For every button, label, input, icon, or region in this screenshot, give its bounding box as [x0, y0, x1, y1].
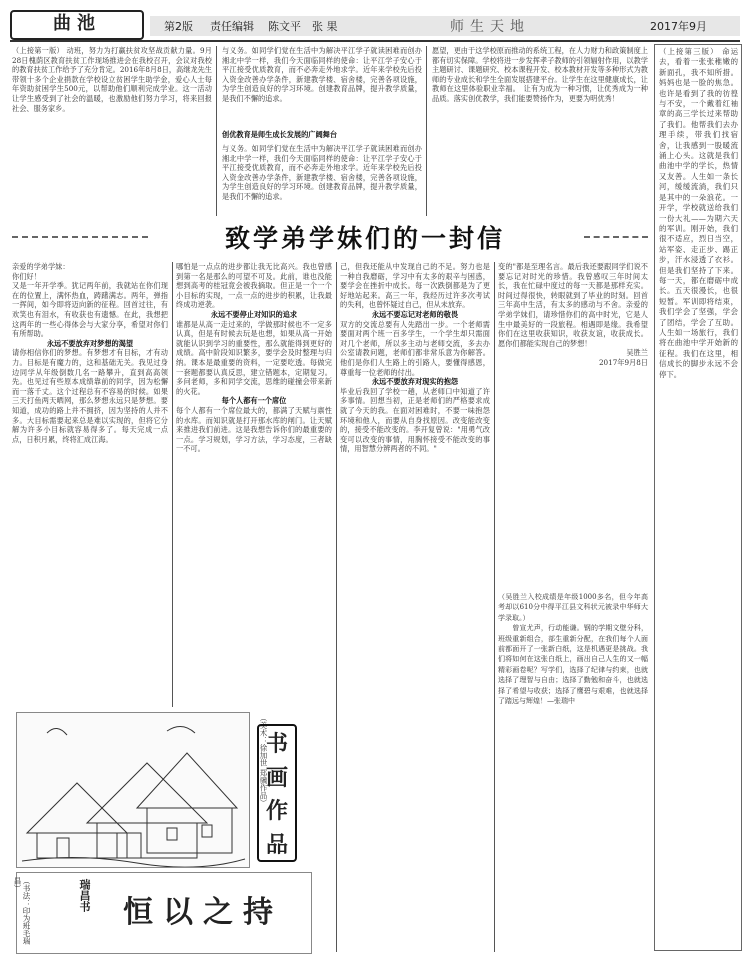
issue-date: 2017年9月: [650, 20, 707, 33]
letter-col3b-text: 双方的交流总要有人先踏出一步。一个老师需要面对两个班一百多学生，一个学生却只需面对几个老师，所以多主动与老师交流，多去办公室请教问题，老师们都非常乐意为你解答。他们是你们人生路上的引路人，要懂得感恩，尊重每一位老师的付出。: [340, 319, 490, 377]
top-article-col3: 愿望，更由于这学校原而推动的系统工程，在人力财力和政策制度上都有切实保障。学校将进一步发挥孝子教师的引领辐射作用，以教学主题研讨、课题研究、校本课程开发、校本教材开发等多种形式为教师的专业成长和学生全面发展搭建平台。让学生在这里健康成长，让教师在这里体验职业幸福。 让有为成为一种习惯，让优秀成为一种品质。落实创优教学，我们能要赞扬作为，更要为明优秀！: [432, 46, 648, 103]
column-divider: [336, 262, 337, 952]
letter-col4: [498, 262, 648, 580]
letter-col2c-text: 每个人都有一个席位最大的，都满了天赋与禀性的水库。而知识就是打开那水库的闸门。让天赋来推进我们前进。这是我想告诉你们的最重要的一点。学习规划，学习方法，学习态度，三者缺一不可。: [176, 405, 332, 454]
letter-greeting: 亲爱的学弟学妹： 你们好！: [12, 262, 70, 281]
header-bar: [150, 16, 740, 36]
letter-col2b-text: 谁都是从高一走过来的，学做那时候也不一定多认真，但是有时候去玩是也想，如果从高一开始就能认识到学习的重要性，那么就能得到更好的成绩。高中阶段知识繁多，要学会及时整理与归纳。课本是最重要的资料，一定要吃透。每做完一套题都要认真反思，建立错题本，定期复习。多问老师，多和同学交流，思维的碰撞会带来新的火花。: [176, 319, 332, 396]
calligraphy-text: 恒以之持: [123, 895, 283, 930]
badge-char: 书: [265, 732, 288, 758]
column-divider: [426, 46, 427, 216]
art-caption: （美术：徐加世 郑骥作品）: [259, 714, 268, 807]
top-article-col1: （上接第一版） 动班，努力为打赢扶贫攻坚战贡献力量。9月28日槐荫区教育扶贫工作现场推进会在我校召开，会议对我校的教育扶贫工作给予了充分肯定。2016年8月8日，高继龙先生带领十多个企业捐款在学校设立贫困学生助学金，爱心人士每年资助贫困学生500元，以帮助他们顺利完成学业。这一活动让学生感受到了社会的温暖，也激励他们努力学习，将来回报社会、服务家乡。: [12, 46, 212, 113]
badge-char: 画: [265, 765, 288, 791]
calligraphy-caption: （书法：印为班毛瑞昌）: [13, 877, 31, 945]
editor-note: （吴胜兰入校成绩是年级1000多名，但今年高考却以610分中得平江县文科状元被录中华师大学录取。） 曾宣尤声，行动能谦。钢的学期文壁分科，班级重新组合，部生重新分配，在我们每个人面前都面开了一张新白纸，这是机遇更是挑战。我们将如何在这张白纸上，画出自己人生的又一幅精彩画卷呢？写学们，选择了纪律与约束，也就选择了理智与自由；选择了勤勉和奋斗，也就选择了希望与收获；选择了鹰碧与艰难，也就选择了踏远与辉煌！—张瑞中: [498, 593, 648, 706]
page-header: [10, 12, 740, 42]
sketch-drawing: [17, 713, 249, 867]
letter-col1: [12, 262, 168, 707]
top-article-col2: 与义务。如同学们觉在生活中为解决平江学子就读困难而创办湘北中学一样，我们今天面临同样的使命：让平江学子安心于平江接受优质教育，而不必奔走外地求学。近年来学校先后投入资金改善办学条件，新建教学楼、宿舍楼，完善各项设施，为学生创造良好的学习环境。创建教育品牌，提升教学质量，是我们不懈的追求。: [222, 46, 422, 103]
letter-date: 2017年9月8日: [598, 357, 648, 367]
calligraphy-painting-badge: [257, 724, 297, 862]
letter-col2-text: 哪怕是一点点的进步都让我无比高兴。我也曾感到第一名是那么的可望不可及。此前，谁也没能想到高考的桂冠竟会被我摘取。但正是一个一个小目标的实现，一点一点的进步的积累，让我最终成功逆袭。: [176, 262, 332, 310]
letter-col3: [340, 262, 490, 952]
masthead: 曲池: [10, 10, 144, 40]
top-article-heading: 创优教育是师生成长发展的广阔舞台: [222, 130, 338, 139]
badge-char: 品: [265, 832, 288, 858]
subheading-knowledge: 永远不要停止对知识的追求: [210, 309, 298, 319]
editors: 陈文平 张 果: [268, 20, 338, 33]
top-article-col2-cont: 与义务。如同学们觉在生活中为解决平江学子就读困难而创办湘北中学一样，我们今天面临同样的使命：让平江学子安心于平江接受优质教育，而不必奔走外地求学。近年来学校先后投入资金改善办学条件，新建教学楼、宿舍楼，完善各项设施，为学生创造良好的学习环境。创建教育品牌，提升教学质量，是我们不懈的追求。: [222, 144, 422, 201]
letter-col1b-text: 请你相信你们的梦想。有梦想才有目标，才有动力。目标是有魔力的，这和基础无关。我见过身边同学从年级倒数几名一路攀升，直到高高领先。也见过有些原本成绩靠前的同学，因为松懈而一落千丈。这个过程总有不容易的时候。如果三天打鱼两天晒网，那么梦想永远只是梦想。要知道，成功的路上并不拥挤，因为坚持的人并不多。大目标需要起来总是难以实现的，但将它分解为许多小目标就容易得多了。每天完成一点点，日积月累，终将汇成江海。: [12, 348, 168, 444]
sidebar-text: （上接第三版） 命运去，看着一张张稚嫩的新面孔，我不知所措。妈妈也是一脸的焦急。也许是看到了我的彷徨与不安，一个戴着红袖章的高三学长过来帮助了我们。他帮我们去办理手续，带我们找宿舍，让我感到一股暖流涌上心头。这就是我们曲池中学的学长，热情又友善。人生如一条长河，缓缓流淌，我们只是其中的一朵浪花。一开学，学校就送给我们一份大礼——为期六天的军训。刚开始，我们很不适应，烈日当空，站军姿、走正步、踢正步，汗水浸透了衣衫。但是我们坚持了下来。每一天，都在磨砺中成长。五天很漫长，也很短暂。军训即将结束，我们学会了坚强，学会了团结，学会了互助。人生如一场旅行，我们将在曲池中学开始新的征程。我们在这里，相信成长的脚步永远不会停下。: [659, 47, 738, 379]
letter-col3c-text: 毕业后我回了学校一趟，从老师口中知道了许多事情。回想当初，正是老师们的严格要求成就了今天的我。在面对困难时，不要一味抱怨环境和他人，而要从自身找原因。改变能改变的，接受不能改变的。李开复曾说："用勇气改变可以改变的事情，用胸怀接受不能改变的事情，用智慧分辨两者的不同。": [340, 386, 490, 454]
letter-col2: [176, 262, 332, 707]
column-divider: [494, 262, 495, 952]
calligraphy-artwork: [13, 872, 312, 954]
editor-label: 责任编辑: [210, 20, 254, 33]
badge-char: 作: [265, 799, 288, 825]
subheading-dream: 永远不要放弃对梦想的渴望: [46, 338, 134, 348]
letter-col1-text: 又是一年开学季。犹记两年前，我就站在你们现在的位置上，满怀热血，踌躇满志。两年，弹指一挥间，如今即将迈向新的征程。回首过往，有欢笑也有泪水，有收获也有遗憾。在此，我想把这两年的一些心得体会与大家分享，希望对你们有所帮助。: [12, 281, 168, 339]
subheading-teacher: 永远不要忘记对老师的敬畏: [371, 309, 459, 319]
column-divider: [172, 262, 173, 707]
column-divider: [216, 46, 217, 216]
subheading-complaint: 永远不要放弃对现实的抱怨: [371, 377, 459, 387]
subheading-seat: 每个人都有一个席位: [221, 396, 287, 406]
sidebar-continuation: [654, 44, 742, 951]
section-name: 师生天地: [450, 19, 530, 35]
page-number: 第2版: [164, 20, 193, 33]
title-dash-left: [12, 236, 148, 238]
sketch-artwork: [16, 712, 250, 868]
letter-signature: 吴胜兰: [626, 348, 648, 358]
calligraphy-author: 瑞昌书: [78, 879, 91, 912]
article-title: 致学弟学妹们的一封信: [224, 224, 505, 253]
letter-col4-text: 变的"都是至理名言。最后我还要跟同学们说不要忘记对时光的珍惜。我曾感叹三年时间太长，我在忙碌中度过的每一天都是那样充实。时间过得很快，转眼就到了毕业的时刻。回首三年高中生活，有太多的感动与不舍。亲爱的学弟学妹们，请珍惜你们的高中时光，它是人生中最美好的一段旅程。相遇即是缘。我希望你们在这里收获知识，收获友谊，收获成长。愿你们都能实现自己的梦想！: [498, 262, 648, 348]
letter-col3-text: 己，但我还能从中发现自己的不足。努力也是一种自我磨砺，学习中有太多的艰辛与困惑，要学会在挫折中成长。每一次跌倒都是为了更好地站起来。高三一年，我经历过许多次考试的失利，也曾怀疑过自己，但从未放弃。: [340, 262, 490, 310]
title-dash-right: [584, 236, 648, 238]
